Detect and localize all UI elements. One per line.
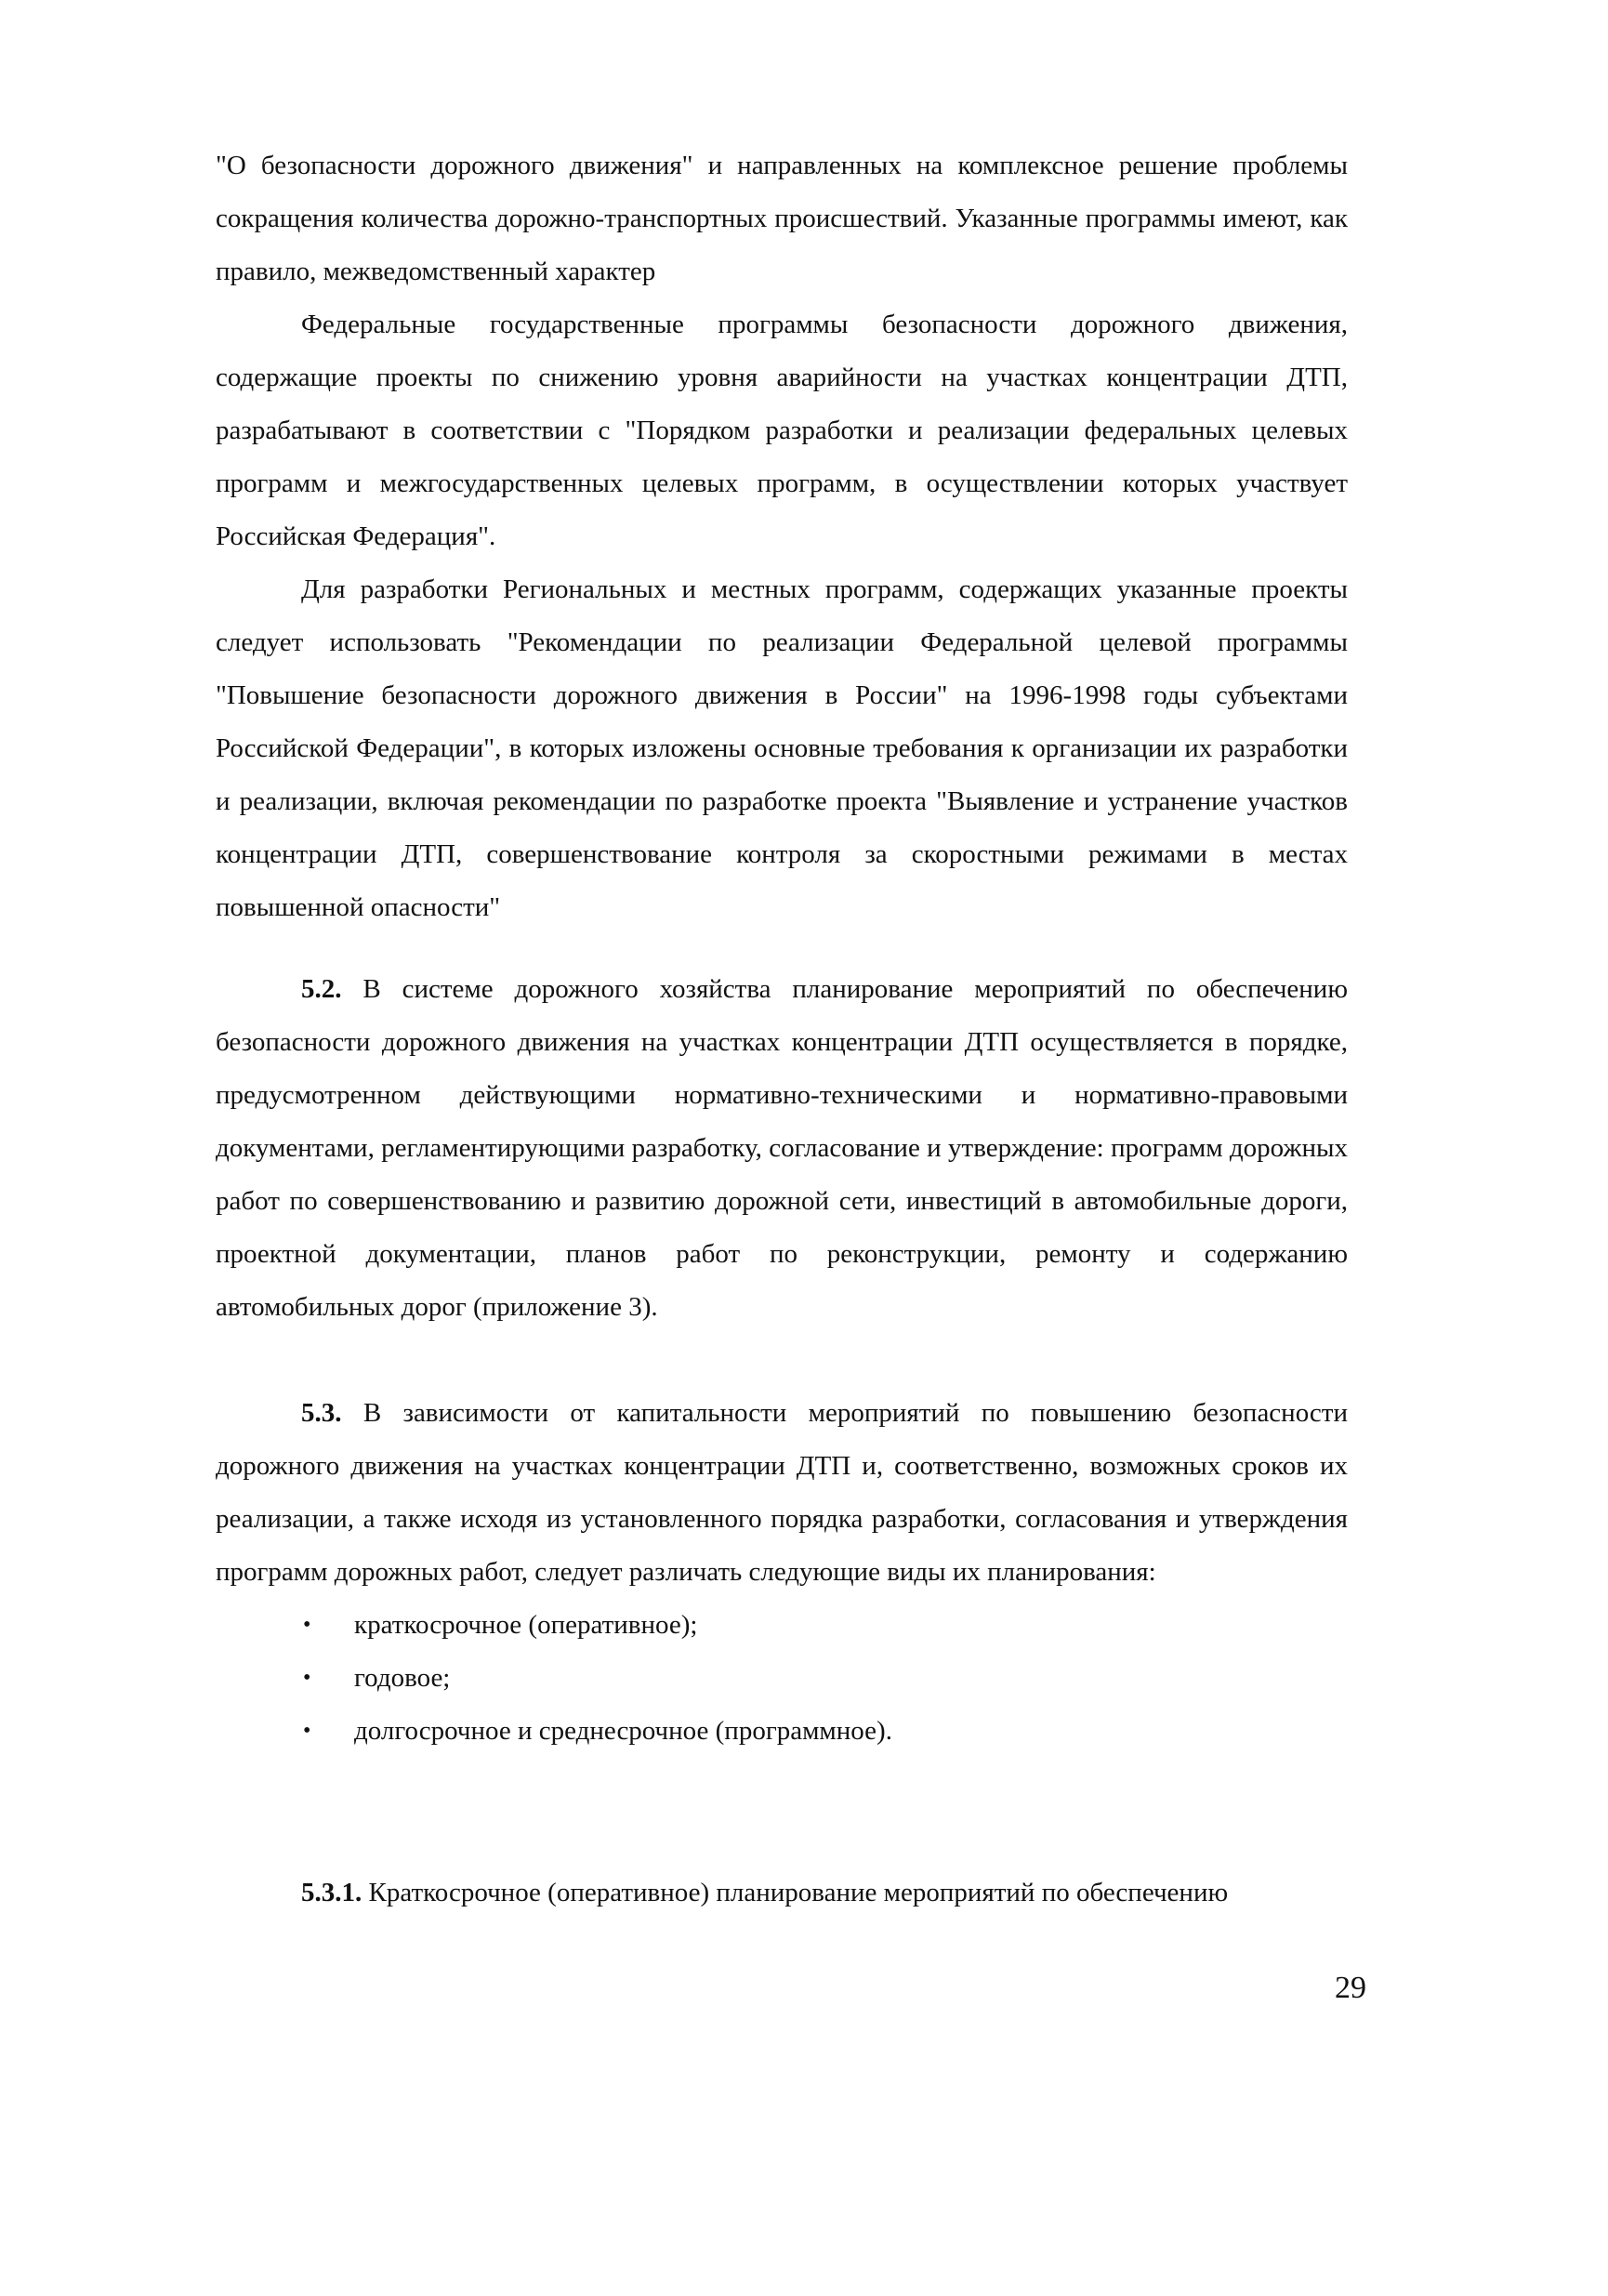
list-item-text: долгосрочное и среднесрочное (программное). [354,1716,892,1746]
planning-types-list [216,1599,1348,1758]
list-item [216,1705,1348,1758]
section-5-3-1-paragraph [216,1867,1348,1920]
section-5-3-text: В зависимости от капитальности мероприятий по повышению безопасности дорожного движения на участках концентрации ДТП и, соответственно, возможных сроков их реализации, а также исходя из установленного порядка разработки, согласования и утверждения программ дорожных работ, следует различать следующие виды их планирования: [216,1398,1348,1587]
section-5-2-block [216,963,1348,1334]
bullet-icon: • [303,1613,311,1637]
section-5-3-1-block [216,1867,1348,1920]
paragraph-continuation: "О безопасности дорожного движения" и направленных на комплексное решение проблемы сокращения количества дорожно-транспортных происшествий. Указанные программы имеют, как правило, межведомственный характер [216,151,1348,286]
section-5-2-number: 5.2. [301,974,342,1004]
list-item [216,1599,1348,1652]
section-5-3-paragraph [216,1387,1348,1599]
paragraph-federal-programs: Федеральные государственные программы безопасности дорожного движения, содержащие проекты по снижению уровня аварийности на участках концентрации ДТП, разрабатывают в соответствии с "Порядком разработки и реализации федеральных целевых программ и межгосударственных целевых программ, в осуществлении которых участвует Российская Федерация". [216,310,1348,551]
section-5-3-1-number: 5.3.1. [301,1878,362,1907]
list-item [216,1652,1348,1705]
paragraph-regional-programs: Для разработки Региональных и местных программ, содержащих указанные проекты следует использовать "Рекомендации по реализации Федеральной целевой программы "Повышение безопасности дорожного движения в России" на 1996-1998 годы субъектами Российской Федерации", в которых изложены основные требования к организации их разработки и реализации, включая рекомендации по разработке проекта "Выявление и устранение участков концентрации ДТП, совершенствование контроля за скоростными режимами в местах повышенной опасности" [216,574,1348,922]
page-number: 29 [1335,1971,1366,2005]
list-item-text: краткосрочное (оперативное); [354,1610,698,1640]
intro-text-block [216,139,1348,934]
bullet-icon: • [303,1666,311,1690]
section-5-2-text: В системе дорожного хозяйства планирование мероприятий по обеспечению безопасности дорожного движения на участках концентрации ДТП осуществляется в порядке, предусмотренном действующими нормативно-техническими и нормативно-правовыми документами, регламентирующими разработку, согласование и утверждение: программ дорожных работ по совершенствованию и развитию дорожной сети, инвестиций в автомобильные дороги, проектной документации, планов работ по реконструкции, ремонту и содержанию автомобильных дорог (приложение 3). [216,974,1348,1322]
section-5-3-block [216,1387,1348,1758]
list-item-text: годовое; [354,1663,451,1693]
section-5-2-paragraph [216,963,1348,1334]
section-5-3-1-text: Краткосрочное (оперативное) планирование мероприятий по обеспечению [362,1878,1229,1907]
section-5-3-number: 5.3. [301,1398,342,1428]
bullet-icon: • [303,1719,311,1743]
